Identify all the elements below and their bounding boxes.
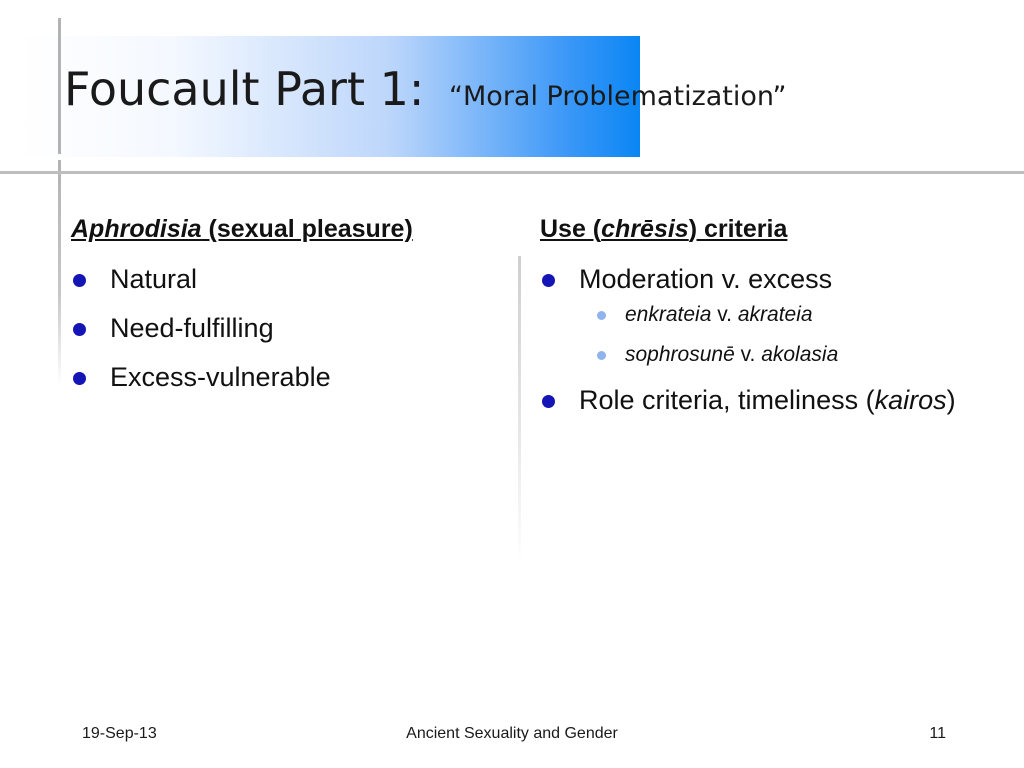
right-bullet-list — [540, 262, 1000, 417]
term-a: sophrosunē — [625, 343, 735, 366]
list-item — [71, 311, 501, 345]
column-divider — [518, 256, 521, 566]
slide-title-sub: “Moral Problematization” — [449, 81, 787, 112]
slide-title — [64, 62, 787, 116]
list-item — [71, 360, 501, 394]
vertical-rule-left — [58, 160, 61, 385]
list-item-text-end: ) — [946, 385, 956, 415]
list-item-text: Role criteria, timeliness ( — [579, 385, 875, 415]
slide-title-main: Foucault Part 1: — [64, 62, 440, 116]
term-a: enkrateia — [625, 303, 712, 326]
list-item — [540, 383, 1000, 417]
horizontal-rule — [0, 171, 1024, 174]
right-heading — [540, 212, 1000, 246]
right-heading-italic: chrēsis — [601, 215, 689, 243]
right-column — [540, 212, 1000, 432]
bullet-icon — [73, 274, 86, 287]
left-bullet-list — [71, 262, 501, 394]
slide-number: 11 — [929, 725, 946, 742]
right-heading-pre: Use ( — [540, 215, 602, 243]
bullet-icon — [73, 323, 86, 336]
term-b: akrateia — [737, 303, 813, 326]
versus-text: v. — [734, 343, 762, 366]
list-item — [540, 262, 1000, 368]
list-item-italic: kairos — [874, 385, 947, 415]
left-heading-rest: (sexual pleasure) — [201, 215, 413, 243]
bullet-icon — [542, 274, 555, 287]
footer-date: 19-Sep-13 — [82, 725, 157, 742]
footer-title: Ancient Sexuality and Gender — [406, 725, 618, 742]
left-column — [71, 212, 501, 409]
sub-bullet-icon — [597, 311, 606, 320]
list-item-text: Need-fulfilling — [110, 313, 274, 343]
right-heading-post: ) criteria — [688, 215, 788, 243]
list-item-text: Moderation v. excess — [579, 264, 833, 294]
sub-list-item — [579, 302, 1000, 328]
sub-list-item — [579, 342, 1000, 368]
list-item-text: Excess-vulnerable — [110, 362, 331, 392]
sub-bullet-list — [579, 302, 1000, 368]
left-heading — [71, 212, 501, 246]
vertical-rule-top — [58, 18, 61, 154]
versus-text: v. — [711, 303, 738, 326]
left-heading-italic: Aphrodisia — [71, 215, 202, 243]
bullet-icon — [73, 372, 86, 385]
sub-bullet-icon — [597, 351, 606, 360]
list-item — [71, 262, 501, 296]
term-b: akolasia — [761, 343, 839, 366]
bullet-icon — [542, 395, 555, 408]
list-item-text: Natural — [110, 264, 198, 294]
